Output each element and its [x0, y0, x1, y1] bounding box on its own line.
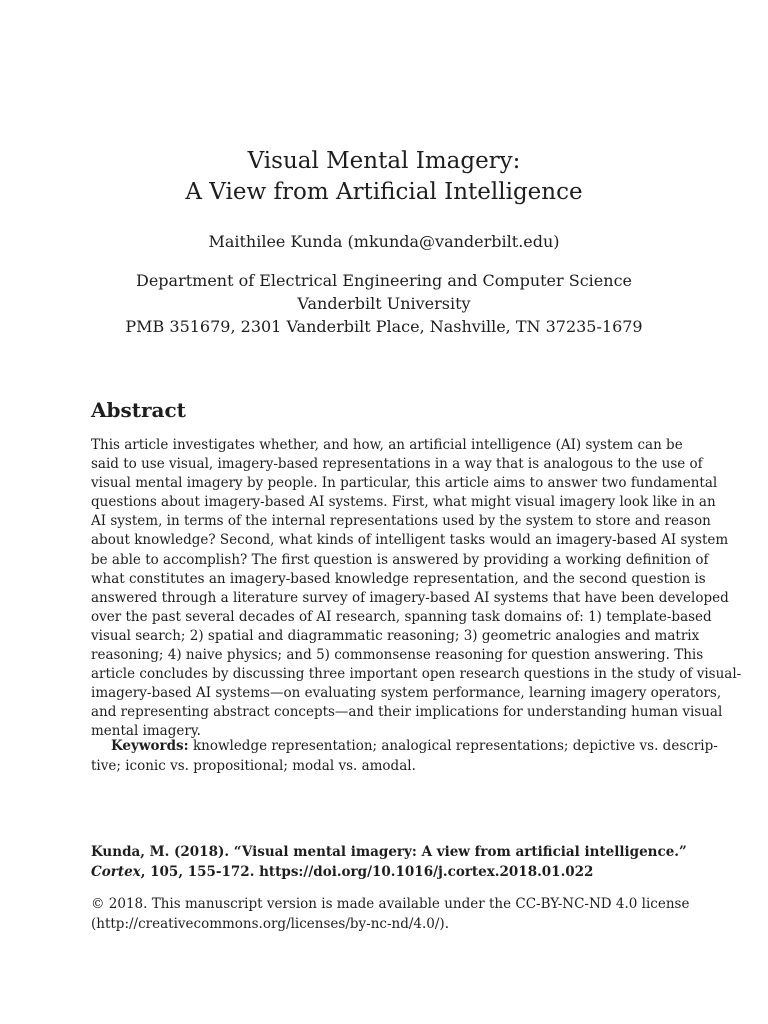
affiliation-department: Department of Electrical Engineering and Computer Science: [135, 271, 632, 290]
abstract-line: what constitutes an imagery-based knowledge representation, and the second question is: [91, 570, 706, 587]
abstract-line: imagery-based AI systems—on evaluating system performance, learning imagery operators,: [91, 685, 722, 702]
keywords-text-1: knowledge representation; analogical representations; depictive vs. descrip-: [192, 738, 718, 754]
citation: [91, 842, 687, 882]
license-notice: [91, 894, 690, 934]
abstract-line: about knowledge? Second, what kinds of intelligent tasks would an imagery-based AI system: [91, 532, 729, 549]
abstract-line: answered through a literature survey of imagery-based AI systems that have been developed: [91, 589, 729, 606]
abstract-body: [91, 436, 742, 742]
abstract-line: questions about imagery-based AI systems. First, what might visual imagery look like in an: [91, 494, 716, 511]
abstract-line: article concludes by discussing three important open research questions in the study of visual-: [91, 666, 742, 683]
keywords-text-2: tive; iconic vs. propositional; modal vs. amodal.: [91, 757, 416, 774]
citation-journal: Cortex: [91, 864, 141, 880]
abstract-line: AI system, in terms of the internal representations used by the system to store and reason: [91, 513, 711, 530]
affiliation-address: PMB 351679, 2301 Vanderbilt Place, Nashville, TN 37235-1679: [125, 317, 643, 336]
abstract-line: said to use visual, imagery-based representations in a way that is analogous to the use of: [91, 456, 703, 473]
citation-details: , 105, 155-172. https://doi.org/10.1016/j.cortex.2018.01.022: [140, 864, 594, 880]
abstract-line: This article investigates whether, and how, an artificial intelligence (AI) system can be: [91, 437, 683, 453]
author-line: Maithilee Kunda (mkunda@vanderbilt.edu): [208, 232, 560, 251]
keywords-label: Keywords:: [111, 738, 189, 754]
title-line-1: Visual Mental Imagery:: [247, 148, 521, 174]
abstract-line: over the past several decades of AI research, spanning task domains of: 1) template-based: [91, 608, 712, 625]
abstract-line: be able to accomplish? The first question is answered by providing a working definition of: [91, 551, 709, 568]
abstract-line: mental imagery.: [91, 723, 201, 740]
affiliation: [0, 269, 768, 338]
license-line-2: (http://creativecommons.org/licenses/by-nc-nd/4.0/).: [91, 916, 449, 932]
abstract-heading: Abstract: [91, 398, 186, 422]
abstract-line: visual search; 2) spatial and diagrammatic reasoning; 3) geometric analogies and matrix: [91, 627, 700, 644]
title-line-2: A View from Artificial Intelligence: [185, 179, 583, 205]
paper-title: [0, 146, 768, 208]
abstract-line: reasoning; 4) naive physics; and 5) commonsense reasoning for question answering. This: [91, 647, 704, 664]
keywords-line-1: [91, 737, 718, 757]
keywords: [91, 737, 718, 776]
citation-line-1: Kunda, M. (2018). “Visual mental imagery: A view from artificial intelligence.”: [91, 844, 687, 860]
affiliation-university: Vanderbilt University: [297, 294, 471, 313]
abstract-line: and representing abstract concepts—and their implications for understanding human visual: [91, 704, 723, 721]
license-line-1: © 2018. This manuscript version is made available under the CC-BY-NC-ND 4.0 license: [91, 896, 690, 912]
abstract-line: visual mental imagery by people. In particular, this article aims to answer two fundamental: [91, 475, 718, 492]
citation-line-2: [91, 862, 678, 882]
